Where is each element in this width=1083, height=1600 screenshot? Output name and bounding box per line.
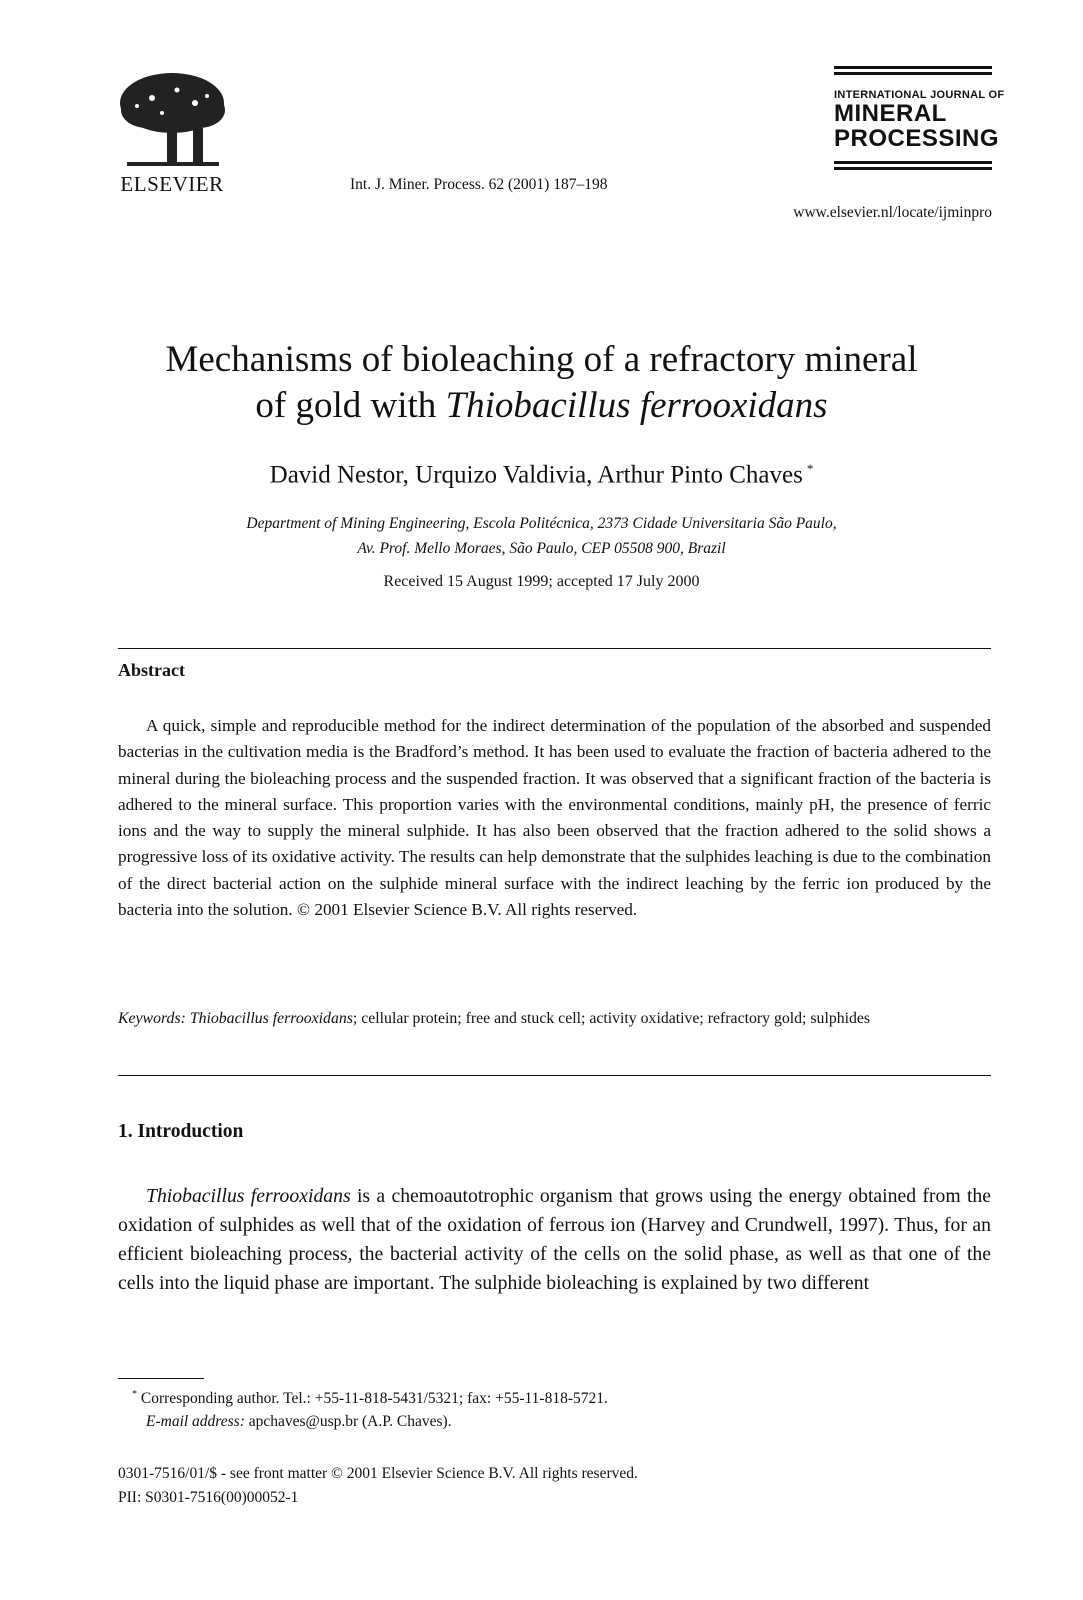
footnote-contact: Corresponding author. Tel.: +55-11-818-5431/5321; fax: +55-11-818-5721. (137, 1390, 608, 1408)
email-label: E-mail address: (146, 1413, 245, 1431)
article-title (0, 337, 1083, 429)
journal-rule-bottom (834, 161, 992, 164)
title-line2-plain: of gold with (255, 385, 446, 426)
journal-name-line2: MINERAL (834, 100, 947, 127)
abstract-body: A quick, simple and reproducible method for the indirect determination of the population of the absorbed and suspended bacterias in the cultivation media is the Bradford’s method. It has been used to evaluate the fraction of bacteria adhered to the mineral during the bioleaching process and the suspended fraction. It was observed that a significant fraction of the bacteria is adhered to the mineral surface. This proportion varies with the environmental conditions, mainly pH, the presence of ferric ions and the way to supply the mineral sulphide. It has also been observed that the fraction adhered to the solid shows a progressive loss of its oxidative activity. The results can help demonstrate that the sulphides leaching is due to the combination of the direct bacterial action on the sulphide mineral surface with the indirect leaching by the ferric ion produced by the bacteria into the solution. © 2001 Elsevier Science B.V. All rights reserved. (118, 716, 991, 920)
publisher-name: ELSEVIER (120, 172, 224, 196)
introduction-paragraph (118, 1182, 991, 1298)
title-line2 (0, 383, 1083, 429)
corresponding-author-mark[interactable]: * (806, 461, 814, 476)
divider-bottom (118, 1075, 991, 1076)
abstract-heading: Abstract (118, 660, 185, 680)
copyright-block (118, 1462, 638, 1510)
keywords-organism: Thiobacillus ferrooxidans (189, 1010, 353, 1027)
affiliation (0, 511, 1083, 561)
journal-url[interactable]: www.elsevier.nl/locate/ijminpro (793, 204, 992, 221)
keywords-list: ; cellular protein; free and stuck cell; activity oxidative; refractory gold; sulphides (352, 1010, 871, 1027)
journal-name-line3: PROCESSING (834, 125, 1000, 152)
intro-organism: Thiobacillus ferrooxidans (146, 1185, 351, 1207)
divider-top (118, 648, 991, 649)
journal-citation: Int. J. Miner. Process. 62 (2001) 187–198 (350, 176, 608, 193)
journal-rule-top-2 (834, 72, 992, 75)
keywords (118, 1007, 991, 1030)
journal-name-line1: INTERNATIONAL JOURNAL OF (834, 89, 1005, 101)
authors (0, 461, 1083, 489)
footnote (118, 1383, 991, 1433)
journal-rule-top (834, 66, 992, 69)
footnote-corresponding (118, 1383, 991, 1410)
received-dates: Received 15 August 1999; accepted 17 July 2000 (383, 573, 700, 590)
affiliation-line1: Department of Mining Engineering, Escola Politécnica, 2373 Cidade Universitaria São Paulo, (246, 515, 837, 532)
section-heading-introduction: 1. Introduction (118, 1121, 244, 1142)
affiliation-line2: Av. Prof. Mello Moraes, São Paulo, CEP 05508 900, Brazil (357, 540, 726, 557)
title-line1: Mechanisms of bioleaching of a refractory mineral (165, 339, 918, 380)
footnote-mark: * (132, 1389, 137, 1400)
author-names: David Nestor, Urquizo Valdivia, Arthur Pinto Chaves (269, 461, 803, 489)
footnote-email (118, 1410, 991, 1433)
pii-line: PII: S0301-7516(00)00052-1 (118, 1489, 299, 1506)
footnote-rule (118, 1378, 204, 1379)
title-organism: Thiobacillus ferrooxidans (445, 385, 828, 426)
intro-text: is a chemoautotrophic organism that grows using the energy obtained from the oxidation of sulphides as well that of the oxidation of ferrous ion (Harvey and Crundwell, 1997). Thus, for an efficient bioleaching process, the bacterial activity of the cells on the solid phase, as well as that one of the cells into the liquid phase are important. The sulphide bioleaching is explained by two different (118, 1185, 991, 1294)
copyright-line: 0301-7516/01/$ - see front matter © 2001 Elsevier Science B.V. All rights reserved. (118, 1465, 638, 1482)
journal-rule-bottom-2 (834, 167, 992, 170)
email-address[interactable]: apchaves@usp.br (A.P. Chaves). (244, 1413, 452, 1431)
keywords-label: Keywords: (118, 1010, 190, 1027)
journal-logo (834, 66, 1005, 173)
